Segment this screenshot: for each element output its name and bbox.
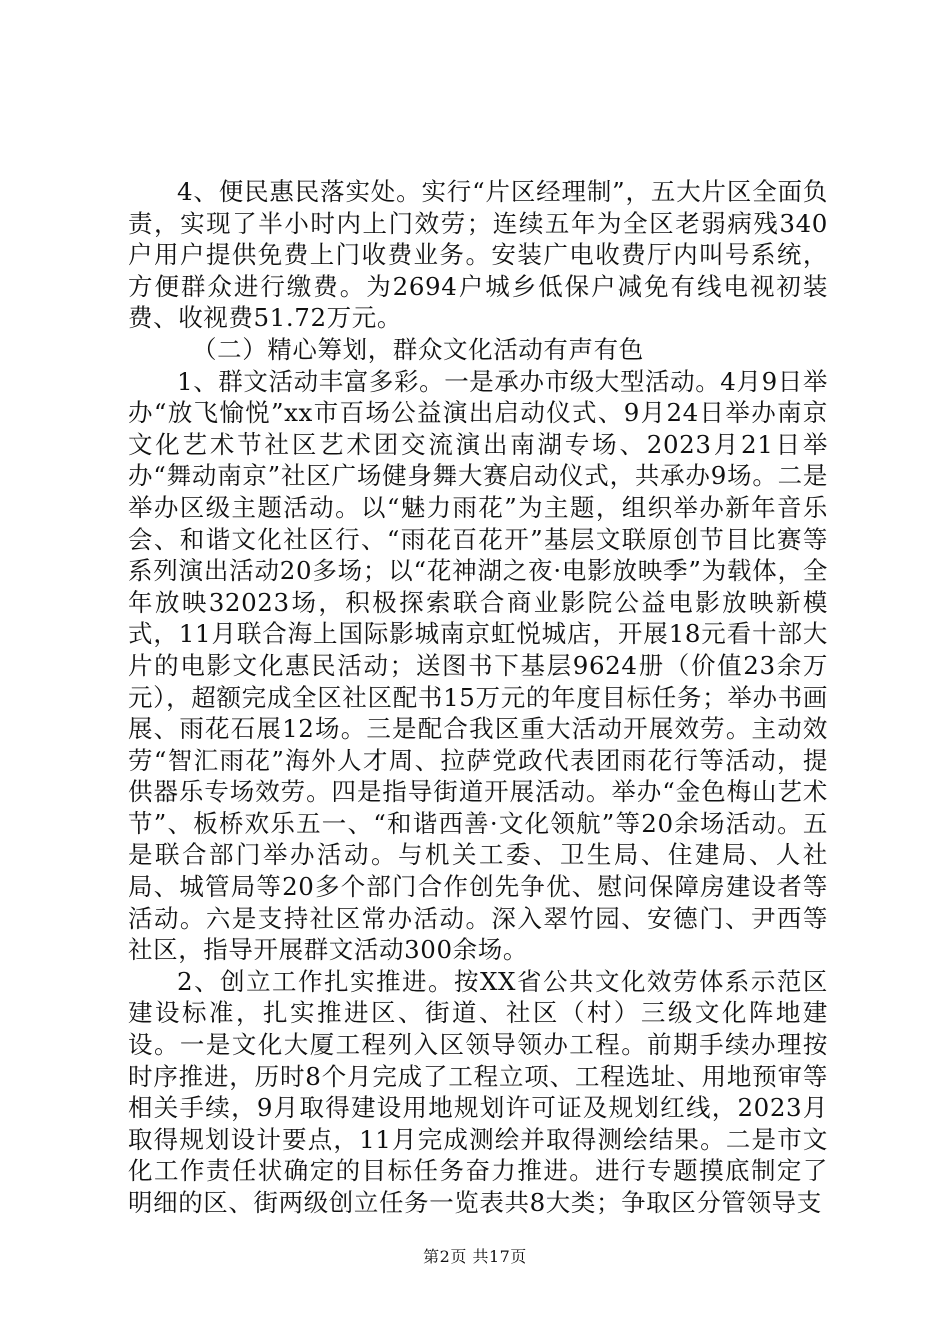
paragraph-convenience-services: 4、便民惠民落实处。实行“片区经理制”，五大片区全面负责，实现了半小时内上门效劳；连续五年为全区老弱病残340户用户提供免费上门收费业务。安装广电收费厅内叫号系统，方便群众进行缴费。为2694户城乡低保户减免有线电视初装费、收视费51.72万元。 [128,177,828,333]
page-number-footer: 第2页 共17页 [423,1247,527,1266]
section-heading-mass-culture: （二）精心筹划，群众文化活动有声有色 [192,334,644,364]
paragraph-creation-work: 2、创立工作扎实推进。按XX省公共文化效劳体系示范区建设标准，扎实推进区、街道、社区（村）三级文化阵地建设。一是文化大厦工程列入区领导领办工程。前期手续办理按时序推进，历时8个月完成了工程立项、工程选址、用地预审等相关手续，9月取得建设用地规划许可证及规划红线，2023月取得规划设计要点，11月完成测绘并取得测绘结果。二是市文化工作责任状确定的目标任务奋力推进。进行专题摸底制定了明细的区、街两级创立任务一览表共8大类；争取区分管领导支 [128,966,828,1217]
paragraph-cultural-activities: 1、群文活动丰富多彩。一是承办市级大型活动。4月9日举办“放飞愉悦”xx市百场公益演出启动仪式、9月24日举办南京文化艺术节社区艺术团交流演出南湖专场、2023月21日举办“舞动南京”社区广场健身舞大赛启动仪式，共承办9场。二是举办区级主题活动。以“魅力雨花”为主题，组织举办新年音乐会、和谐文化社区行、“雨花百花开”基层文联原创节目比赛等系列演出活动20多场；以“花神湖之夜·电影放映季”为载体，全年放映32023场，积极探索联合商业影院公益电影放映新模式，11月联合海上国际影城南京虹悦城店，开展18元看十部大片的电影文化惠民活动；送图书下基层9624册（价值23余万元），超额完成全区社区配书15万元的年度目标任务；举办书画展、雨花石展12场。三是配合我区重大活动开展效劳。主动效劳“智汇雨花”海外人才周、拉萨党政代表团雨花行等活动，提供器乐专场效劳。四是指导街道开展活动。举办“金色梅山艺术节”、板桥欢乐五一、“和谐西善·文化领航”等20余场活动。五是联合部门举办活动。与机关工委、卫生局、住建局、人社局、城管局等20多个部门合作创先争优、慰问保障房建设者等活动。六是支持社区常办活动。深入翠竹园、安德门、尹西等社区，指导开展群文活动300余场。 [128,366,828,965]
document-body [128,176,828,1219]
